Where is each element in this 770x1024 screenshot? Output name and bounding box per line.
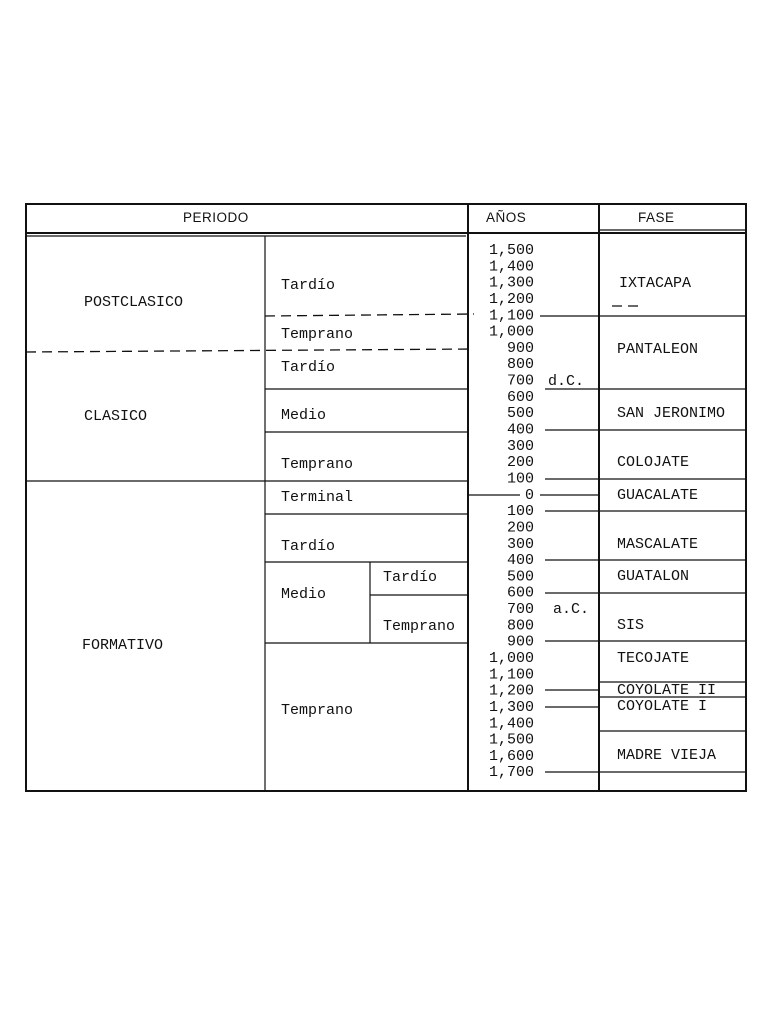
year-label: 700 [506, 601, 534, 618]
phase-coyolate-i: COYOLATE I [617, 698, 708, 715]
phase-madre-vieja: MADRE VIEJA [617, 747, 717, 764]
year-label: 700 [506, 372, 534, 390]
year-label: 1,400 [488, 258, 534, 276]
year-label: 600 [506, 388, 534, 406]
subperiod-formativo-temprano: Temprano [281, 702, 354, 719]
year-label: 1,700 [488, 764, 534, 782]
subperiod-formativo-medio-temprano: Temprano [383, 618, 456, 635]
subperiod-postclasico-tardio: Tardío [281, 277, 336, 294]
year-label: 600 [506, 584, 534, 602]
year-label: 900 [506, 339, 534, 357]
era-label-ac: a.C. [553, 601, 590, 618]
year-label: 100 [506, 503, 534, 521]
year-label: 200 [506, 454, 534, 472]
period-postclasico: POSTCLASICO [84, 294, 184, 311]
phase-ixtacapa: IXTACAPA [619, 275, 692, 292]
year-label: 1,500 [488, 731, 534, 749]
year-label: 400 [506, 421, 534, 439]
period-formativo: FORMATIVO [82, 637, 164, 654]
postclasico-clasico-boundary [26, 349, 474, 352]
phase-coyolate-ii: COYOLATE II [617, 682, 717, 699]
year-label: 1,200 [488, 682, 534, 700]
year-label: 1,300 [488, 699, 534, 716]
phase-mascalate: MASCALATE [617, 536, 699, 553]
year-label: 1,100 [488, 307, 534, 325]
subperiod-clasico-temprano: Temprano [281, 456, 354, 473]
header-fase: FASE [638, 210, 675, 225]
year-label: 1,200 [488, 291, 534, 308]
year-label: 900 [506, 633, 534, 651]
subperiod-formativo-medio: Medio [281, 586, 327, 603]
subperiod-formativo-tardio: Tardío [281, 538, 336, 555]
year-label: 100 [506, 470, 534, 488]
subperiod-postclasico-temprano: Temprano [281, 326, 354, 343]
year-label: 1,000 [488, 650, 534, 667]
year-label: 1,500 [488, 242, 534, 259]
phase-tecojate: TECOJATE [617, 650, 690, 667]
phase-guatalon: GUATALON [617, 568, 690, 585]
subperiod-clasico-tardio: Tardío [281, 359, 336, 376]
year-label: 200 [506, 519, 534, 537]
phase-sis: SIS [617, 617, 645, 634]
year-label: 300 [506, 535, 534, 553]
phase-colojate: COLOJATE [617, 454, 690, 471]
year-label: 1,400 [488, 715, 534, 733]
year-label: 1,100 [488, 666, 534, 684]
subperiod-formativo-terminal: Terminal [281, 489, 354, 506]
header-periodo: PERIODO [183, 210, 249, 225]
header-anos: AÑOS [486, 210, 527, 225]
year-label: 300 [506, 437, 534, 455]
year-label: 500 [506, 405, 534, 423]
period-clasico: CLASICO [84, 408, 148, 425]
subperiod-clasico-medio: Medio [281, 407, 327, 424]
phase-guacalate: GUACALATE [617, 487, 699, 504]
year-label: 1,600 [488, 747, 534, 765]
phase-pantaleon: PANTALEON [617, 341, 699, 358]
year-label: 800 [506, 356, 534, 374]
phase-san-jeronimo: SAN JERONIMO [617, 405, 726, 422]
years-column [489, 242, 534, 781]
year-label: 1,300 [488, 274, 534, 292]
year-label: 0 [524, 486, 534, 504]
year-label: 400 [506, 552, 534, 570]
year-label: 1,000 [488, 323, 534, 341]
year-label: 500 [506, 568, 534, 586]
subperiod-formativo-medio-tardio: Tardío [383, 569, 438, 586]
era-label-dc: d.C. [548, 373, 585, 390]
year-label: 800 [506, 617, 534, 635]
